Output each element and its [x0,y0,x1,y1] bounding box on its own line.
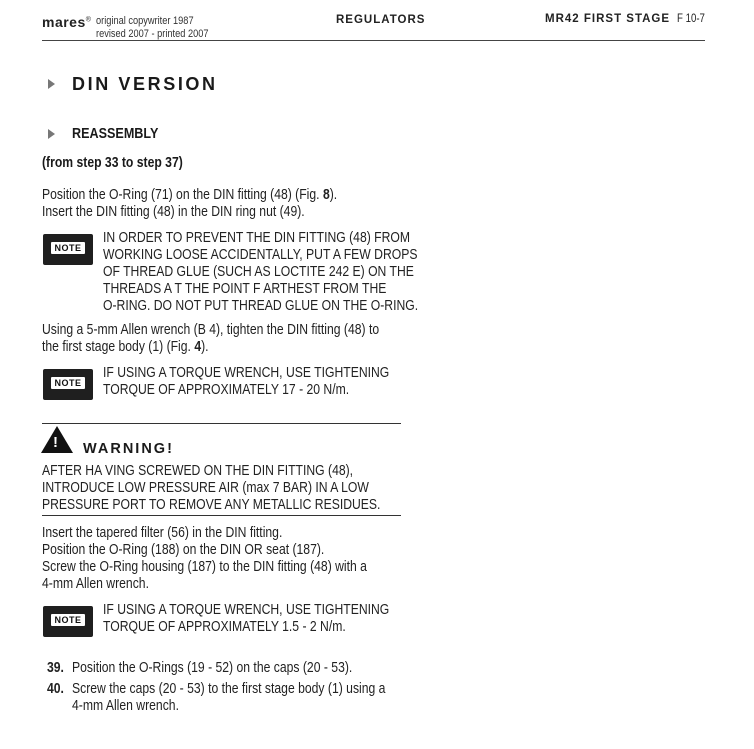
warning-bottom-rule [42,515,401,516]
steps-range-text: (from step 33 to step 37) [42,155,183,171]
paragraph-1-line-1-end: ). [329,187,338,203]
section-bullet-icon [48,79,55,89]
note-3-line: TORQUE OF APPROXIMATELY 1.5 - 2 N/m. [103,619,346,635]
copyright-line-1: original copywriter 1987 [96,15,194,27]
warning-top-rule [42,423,401,424]
warning-line: AFTER HA VING SCREWED ON THE DIN FITTING (48), [42,463,354,479]
paragraph-3 [42,525,429,593]
subsection-bullet-icon [48,129,55,139]
reassembly-heading-text: REASSEMBLY [72,125,159,142]
paragraph-2-line-2-end: ). [201,339,209,355]
step-39-number [47,660,67,677]
note-1-line: OF THREAD GLUE (SUCH AS LOCTITE 242 E) ON THE [103,264,414,280]
note-3 [103,602,444,636]
paragraph-1-line-1-text: Position the O-Ring (71) on the DIN fitting (48) (Fig. [42,187,323,203]
steps-range [42,154,210,172]
paragraph-2-line-2-text: the first stage body (1) (Fig. [42,339,195,355]
paragraph-1-line-2: Insert the DIN fitting (48) in the DIN ring nut (49). [42,204,305,220]
copyright-block [96,15,230,41]
warning-exclamation: ! [53,434,58,451]
note-label: NOTE [51,614,85,626]
note-label: NOTE [51,242,85,254]
note-2-line: TORQUE OF APPROXIMATELY 17 - 20 N/m. [103,382,350,398]
warning-label: WARNING! [83,441,174,457]
paragraph-1-line-1 [42,187,337,204]
model-title: MR42 FIRST STAGE [545,13,671,25]
paragraph-1 [42,187,393,221]
brand-logo [42,14,91,30]
warning-line: INTRODUCE LOW PRESSURE AIR (max 7 BAR) IN A LOW [42,480,369,496]
warning-text [42,463,445,514]
figure-ref: 4 [194,339,202,355]
reassembly-heading [72,125,175,143]
brand-logo-text: mares [42,14,86,30]
note-3-line: IF USING A TORQUE WRENCH, USE TIGHTENING [103,602,390,618]
registered-mark: ® [85,16,92,24]
paragraph-3-line: Position the O-Ring (188) on the DIN OR seat (187). [42,542,325,558]
step-39-text [72,660,406,677]
step-number: 40. [47,681,64,697]
paragraph-3-line: Screw the O-Ring housing (187) to the DIN fitting (48) with a [42,559,367,575]
note-1-line: WORKING LOOSE ACCIDENTALLY, PUT A FEW DROPS [103,247,418,263]
note-1-line: IN ORDER TO PREVENT THE DIN FITTING (48) FROM [103,230,411,246]
paragraph-3-line: 4-mm Allen wrench. [42,576,149,592]
section-title: REGULATORS [336,14,426,26]
note-icon [43,606,93,637]
paragraph-2-line-2 [42,339,209,356]
step-line: 4-mm Allen wrench. [72,698,179,714]
figure-ref: 8 [322,187,330,203]
warning-icon [41,426,73,453]
note-2 [103,365,444,399]
paragraph-2-line-1: Using a 5-mm Allen wrench (B 4), tighten the DIN fitting (48) to [42,322,380,338]
step-line: Position the O-Rings (19 - 52) on the caps (20 - 53). [72,660,353,676]
step-line: Screw the caps (20 - 53) to the first stage body (1) using a [72,681,386,697]
paragraph-3-line: Insert the tapered filter (56) in the DIN fitting. [42,525,283,541]
header-divider [42,40,705,41]
warning-line: PRESSURE PORT TO REMOVE ANY METALLIC RESIDUES. [42,497,381,513]
note-1-line: O-RING. DO NOT PUT THREAD GLUE ON THE O-RING. [103,298,419,314]
note-label: NOTE [51,377,85,389]
page-reference-text: F 10-7 [677,13,705,25]
copyright-line-2: revised 2007 - printed 2007 [96,28,209,40]
step-40-number [47,681,67,698]
step-number: 39. [47,660,64,676]
note-1 [103,230,478,315]
din-version-heading: DIN VERSION [72,74,218,94]
paragraph-2 [42,322,443,356]
step-40-text [72,681,445,715]
note-2-line: IF USING A TORQUE WRENCH, USE TIGHTENING [103,365,390,381]
page-reference [677,13,710,25]
note-1-line: THREADS A T THE POINT F ARTHEST FROM THE [103,281,387,297]
note-icon [43,369,93,400]
note-icon [43,234,93,265]
